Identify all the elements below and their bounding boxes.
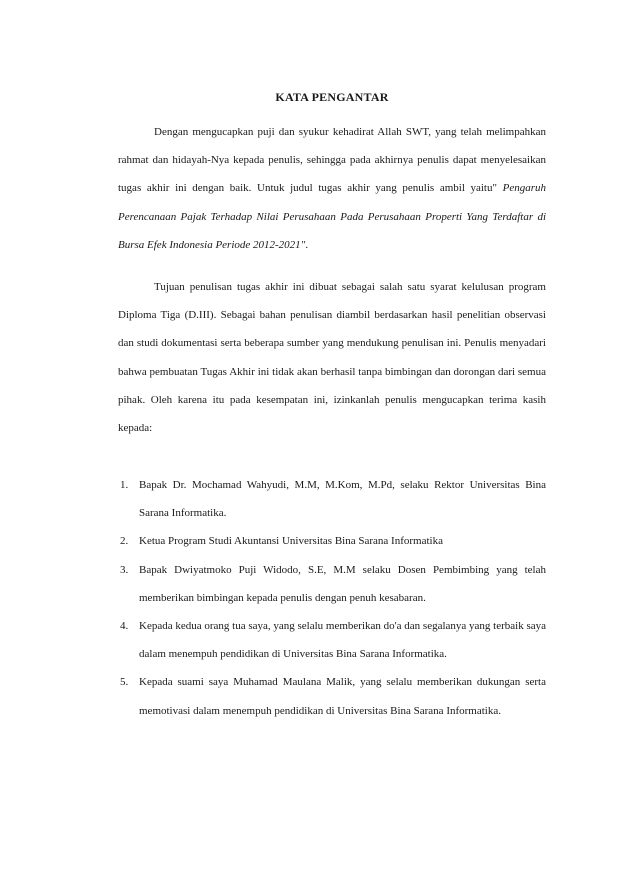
list-item-number: 5.: [120, 676, 129, 689]
list-item-text: Bapak Dwiyatmoko Puji Widodo, S.E, M.M selaku Dosen Pembimbing yang telah memberikan bimbingan kepada penulis dengan penuh kesabaran.: [139, 563, 546, 604]
list-item-text: Ketua Program Studi Akuntansi Universitas Bina Sarana Informatika: [139, 535, 443, 548]
list-item: [118, 612, 546, 668]
list-item: [118, 668, 546, 724]
acknowledgement-list: [118, 471, 546, 725]
list-item-number: 2.: [120, 535, 129, 548]
list-item: [118, 471, 546, 527]
list-item-text: Kepada kedua orang tua saya, yang selalu memberikan do'a dan segalanya yang terbaik saya dalam menempuh pendidikan di Universitas Bina Sarana Informatika.: [139, 620, 546, 661]
paragraph-purpose: Tujuan penulisan tugas akhir ini dibuat sebagai salah satu syarat kelulusan program Diploma Tiga (D.III). Sebagai bahan penulisan diambil berdasarkan hasil penelitian observasi dan studi dokumentasi serta beberapa sumber yang mendukung penulisan ini. Penulis menyadari bahwa pembuatan Tugas Akhir ini tidak akan berhasil tanpa bimbingan dan dorongan dari semua pihak. Oleh karena itu pada kesempatan ini, izinkanlah penulis mengucapkan terima kasih kepada:: [118, 281, 546, 435]
list-item-text: Bapak Dr. Mochamad Wahyudi, M.M, M.Kom, M.Pd, selaku Rektor Universitas Bina Sarana Informatika.: [139, 479, 546, 520]
paragraph-intro-end: .: [305, 238, 309, 251]
thesis-title: Pengaruh Perencanaan Pajak Terhadap Nilai Perusahaan Pada Perusahaan Properti Yang Terdaftar di Bursa Efek Indonesia Periode 2012-2021": [118, 182, 546, 251]
paragraph-intro-text: Dengan mengucapkan puji dan syukur kehadirat Allah SWT, yang telah melimpahkan rahmat dan hidayah-Nya kepada penulis, sehingga pada akhirnya penulis dapat menyelesaikan tugas akhir ini dengan baik. Untuk judul tugas akhir yang penulis ambil yaitu": [118, 126, 546, 195]
list-item-number: 1.: [120, 479, 129, 491]
page-title: KATA PENGANTAR: [275, 90, 389, 104]
list-item: [118, 527, 546, 555]
paragraph-intro: [118, 118, 546, 259]
list-item-number: 4.: [120, 620, 129, 633]
list-item: [118, 556, 546, 612]
list-item-number: 3.: [120, 563, 129, 576]
list-item-text: Kepada suami saya Muhamad Maulana Malik, yang selalu memberikan dukungan serta memotivasi dalam menempuh pendidikan di Universitas Bina Sarana Informatika.: [139, 676, 546, 717]
